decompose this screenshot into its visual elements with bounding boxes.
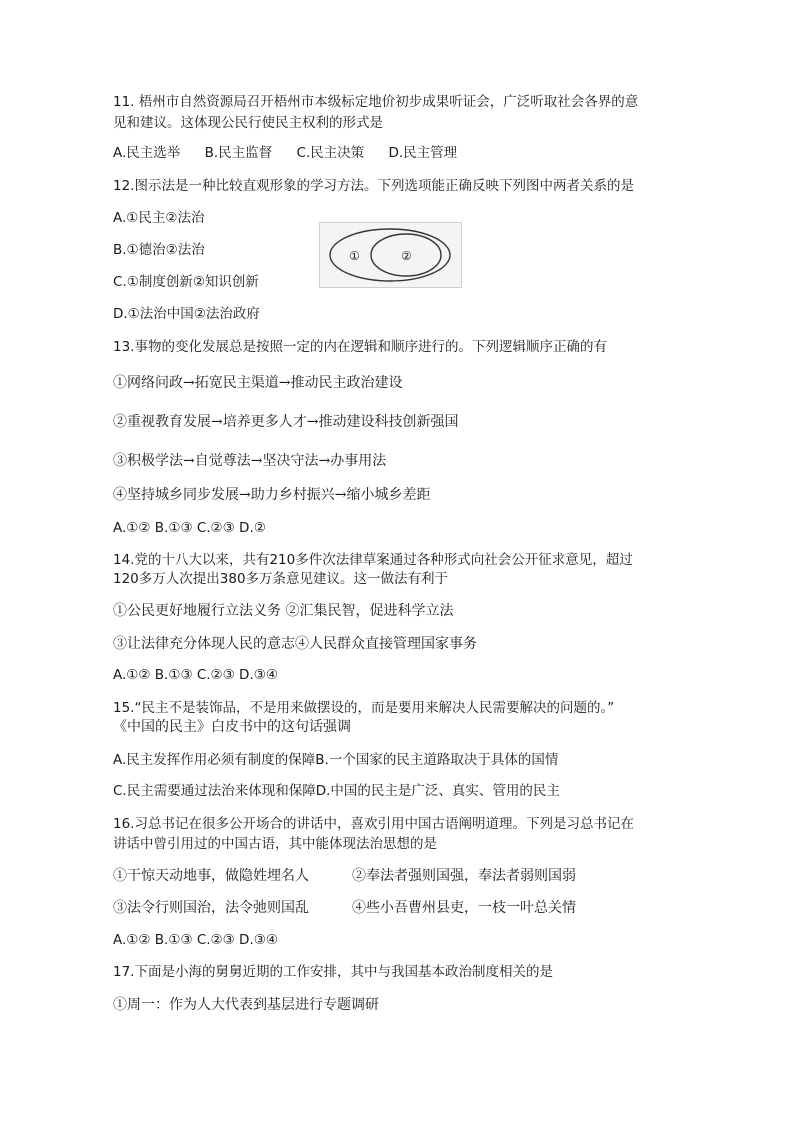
q11-option-b: B.民主监督 [204, 145, 273, 161]
q11-option-d: D.民主管理 [388, 145, 458, 161]
q17-item-1: ①周一：作为人大代表到基层进行专题调研 [113, 997, 379, 1013]
q11-stem-line2: 见和建议。这体现公民行使民主权利的形式是 [113, 115, 383, 131]
q13-item-4: ④坚持城乡同步发展→助力乡村振兴→缩小城乡差距 [113, 487, 431, 503]
q12-option-c: C.①制度创新②知识创新 [113, 274, 259, 290]
q15-stem-line1: 15.“民主不是装饰品，不是用来做摆设的，而是要用来解决人民需要解决的问题的。” [113, 700, 615, 716]
q16-item-1: ①干惊天动地事，做隐姓埋名人 [113, 868, 309, 884]
q14-stem-line1: 14.党的十八大以来，共有210多件次法律草案通过各种形式向社会公开征求意见，超过 [113, 552, 633, 568]
q11-options [113, 143, 457, 163]
q13-item-1: ①网络问政→拓宽民主渠道→推动民主政治建设 [113, 375, 403, 391]
diagram-frame [320, 223, 462, 288]
q14-items-1-2: ①公民更好地履行立法义务 ②汇集民智，促进科学立法 [113, 603, 454, 619]
q13-stem: 13.事物的变化发展总是按照一定的内在逻辑和顺序进行的。下列逻辑顺序正确的有 [113, 339, 607, 355]
q15-options-ab: A.民主发挥作用必须有制度的保障B.一个国家的民主道路取决于具体的国情 [113, 752, 559, 768]
q11-option-c: C.民主决策 [296, 145, 365, 161]
q16-item-2: ②奉法者强则国强，奉法者弱则国弱 [352, 868, 576, 884]
q15-stem-line2: 《中国的民主》白皮书中的这句话强调 [113, 719, 351, 735]
q12-option-b: B.①德治②法治 [113, 242, 205, 258]
q16-stem-line1: 16.习总书记在很多公开场合的讲话中，喜欢引用中国古语阐明道理。下列是习总书记在 [113, 816, 634, 832]
q16-options: A.①② B.①③ C.②③ D.③④ [113, 932, 278, 948]
q13-item-3: ③积极学法→自觉尊法→坚决守法→办事用法 [113, 453, 387, 469]
q11-option-a: A.民主选举 [113, 145, 181, 161]
q17-stem: 17.下面是小海的舅舅近期的工作安排，其中与我国基本政治制度相关的是 [113, 964, 553, 980]
outer-label: ① [349, 249, 360, 263]
q14-stem-line2: 120多万人次提出380多万条意见建议。这一做法有利于 [113, 571, 449, 587]
q16-item-4: ④些小吾曹州县吏，一枝一叶总关情 [352, 900, 576, 916]
nested-circles-diagram [319, 222, 462, 288]
q12-stem: 12.图示法是一种比较直观形象的学习方法。下列选项能正确反映下列图中两者关系的是 [113, 178, 634, 194]
inner-label: ② [401, 249, 412, 263]
q12-option-a: A.①民主②法治 [113, 210, 205, 226]
q15-options-cd: C.民主需要通过法治来体现和保障D.中国的民主是广泛、真实、管用的民主 [113, 783, 560, 799]
q12-option-d: D.①法治中国②法治政府 [113, 306, 260, 322]
q13-item-2: ②重视教育发展→培养更多人才→推动建设科技创新强国 [113, 414, 459, 430]
q14-items-3-4: ③让法律充分体现人民的意志④人民群众直接管理国家事务 [113, 636, 477, 652]
q13-options: A.①② B.①③ C.②③ D.② [113, 520, 266, 536]
q11-stem-line1: 11. 梧州市自然资源局召开梧州市本级标定地价初步成果听证会，广泛听取社会各界的意 [113, 94, 639, 110]
q16-stem-line2: 讲话中曾引用过的中国古语，其中能体现法治思想的是 [113, 836, 437, 852]
q14-options: A.①② B.①③ C.②③ D.③④ [113, 667, 278, 683]
q16-item-3: ③法令行则国治，法令弛则国乱 [113, 900, 309, 916]
